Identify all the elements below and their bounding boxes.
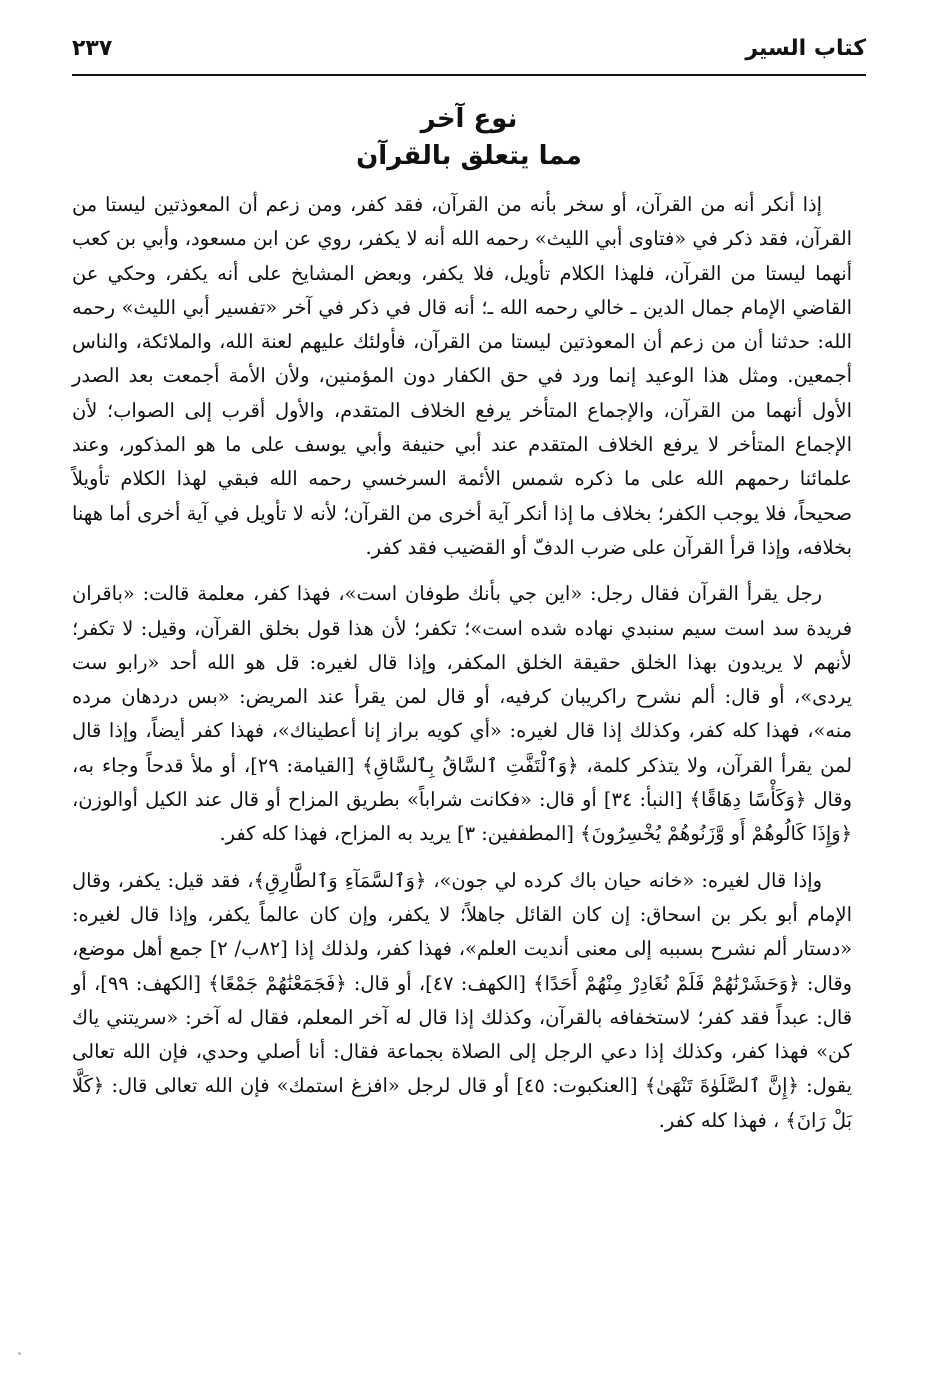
scan-speck bbox=[18, 1352, 21, 1355]
paragraph: وإذا قال لغيره: «خانه حيان باك كرده لي جون»، ﴿وَٱلسَّمَآءِ وَٱلطَّارِقِ﴾، فقد قيل: يكفر، وقال الإمام أبو بكر بن اسحاق: إن كان القائل جاهلاً؛ لا يكفر، وإن كان عالماً يكفر، وإذا قال لغيره: «دستار ألم نشرح بسببه إلى معنى أنديت العلم»، فهذا كفر، ولذلك إذا [٨٢ب/ ٢] جمع أهل موضع، وقال: ﴿وَحَشَرْنَٰهُمْ فَلَمْ نُغَادِرْ مِنْهُمْ أَحَدًا﴾ [الكهف: ٤٧]، أو قال: ﴿فَجَمَعْنَٰهُمْ جَمْعًا﴾ [الكهف: ٩٩]، أو قال: عبداً فقد كفر؛ لاستخفافه بالقرآن، وكذلك إذا قال له آخر المعلم، فقال له آخر: «سريتني ياك كن» فهذا كفر، وكذلك إذا دعي الرجل إلى الصلاة بجماعة فقال: أنا أصلي وحدي، فإن الله تعالى يقول: ﴿إِنَّ ٱلصَّلَوٰةَ تَنْهَىٰ﴾ [العنكبوت: ٤٥] أو قال لرجل «افزغ استمك» فإن الله تعالى قال: ﴿كَلَّا بَلْ رَانَ﴾ ، فهذا كله كفر. bbox=[72, 868, 852, 1132]
paragraph: إذا أنكر أنه من القرآن، أو سخر بأنه من القرآن، فقد كفر، ومن زعم أن المعوذتين ليستا من القرآن، فقد ذكر في «فتاوى أبي الليث» رحمه الله أنه لا يكفر، روي عن ابن مسعود، وأبي بن كعب أنهما ليستا من القرآن، فلهذا الكلام تأويل، فلا يكفر، وبعض المشايخ على أنه يكفر، وحكي عن القاضي الإمام جمال الدين ـ خالي رحمه الله ـ؛ أنه قال في ذكر في آخر «تفسير أبي الليث» رحمه الله: حدثنا أن من زعم أن المعوذتين ليستا من القرآن، فأولئك عليهم لعنة الله، والملائكة، والناس أجمعين. ومثل هذا الوعيد إنما ورد في حق الكفار دون المؤمنين، ولأن الأمة أجمعت بعد الصدر الأول أنهما من القرآن، والإجماع المتأخر يرفع الخلاف المتقدم، والأول أقرب إلى الصواب؛ لأن الإجماع المتأخر لا يرفع الخلاف المتقدم عند أبي حنيفة وأبي يوسف على ما هو المذكور، وعند علمائنا رحمهم الله على ما ذكره شمس الأئمة السرخسي رحمه الله فبقي لهذا الكلام تأويلاً صحيحاً، فلا يوجب الكفر؛ بخلاف ما إذا أنكر آية أخرى من القرآن؛ لأنه لا تأويل في آية أخرى أما ههنا بخلافه، وإذا قرأ القرآن على ضرب الدفّ أو القضيب فقد كفر. bbox=[72, 193, 852, 559]
body-text bbox=[72, 188, 852, 1138]
paragraph: رجل يقرأ القرآن فقال رجل: «اين جي بأنك طوفان است»، فهذا كفر، معلمة قالت: «باقران فريدة سد است سيم سنبدي نهاده شده است»؛ تكفر؛ لأن هذا قول بخلق القرآن، وقيل: لا تكفر؛ لأنهم لا يريدون بهذا الخلق حقيقة الخلق المكفر، وإذا قال لغيره: قل هو الله أحد «رابو ست يردى»، أو قال: ألم نشرح راكريبان كرفيه، أو قال لمن يقرأ عند المريض: «بس دردهان مرده منه»، فهذا كله كفر، وكذلك إذا قال لغيره: «أي كويه براز إنا أعطيناك»، فهذا كفر أيضاً، وإذا قال لمن يقرأ القرآن، ولا يتذكر كلمة، ﴿وَٱلْتَفَّتِ ٱلسَّاقُ بِٱلسَّاقِ﴾ [القيامة: ٢٩]، أو ملأ قدحاً وجاء به، وقال ﴿وَكَأْسًا دِهَاقًا﴾ [النبأ: ٣٤] أو قال: «فكانت شراباً» بطريق المزاح أو قال عند الكيل أوالوزن، ﴿وَإِذَا كَالُوهُمْ أَو وَّزَنُوهُمْ يُخْسِرُونَ﴾ [المطففين: ٣] يريد به المزاح، فهذا كله كفر. bbox=[72, 582, 852, 846]
page-number: ٢٣٧ bbox=[72, 36, 113, 61]
section-subheading: مما يتعلق بالقرآن bbox=[356, 141, 582, 171]
book-title: كتاب السير bbox=[745, 36, 866, 61]
running-header bbox=[72, 34, 866, 76]
section-heading: نوع آخر bbox=[420, 104, 518, 134]
